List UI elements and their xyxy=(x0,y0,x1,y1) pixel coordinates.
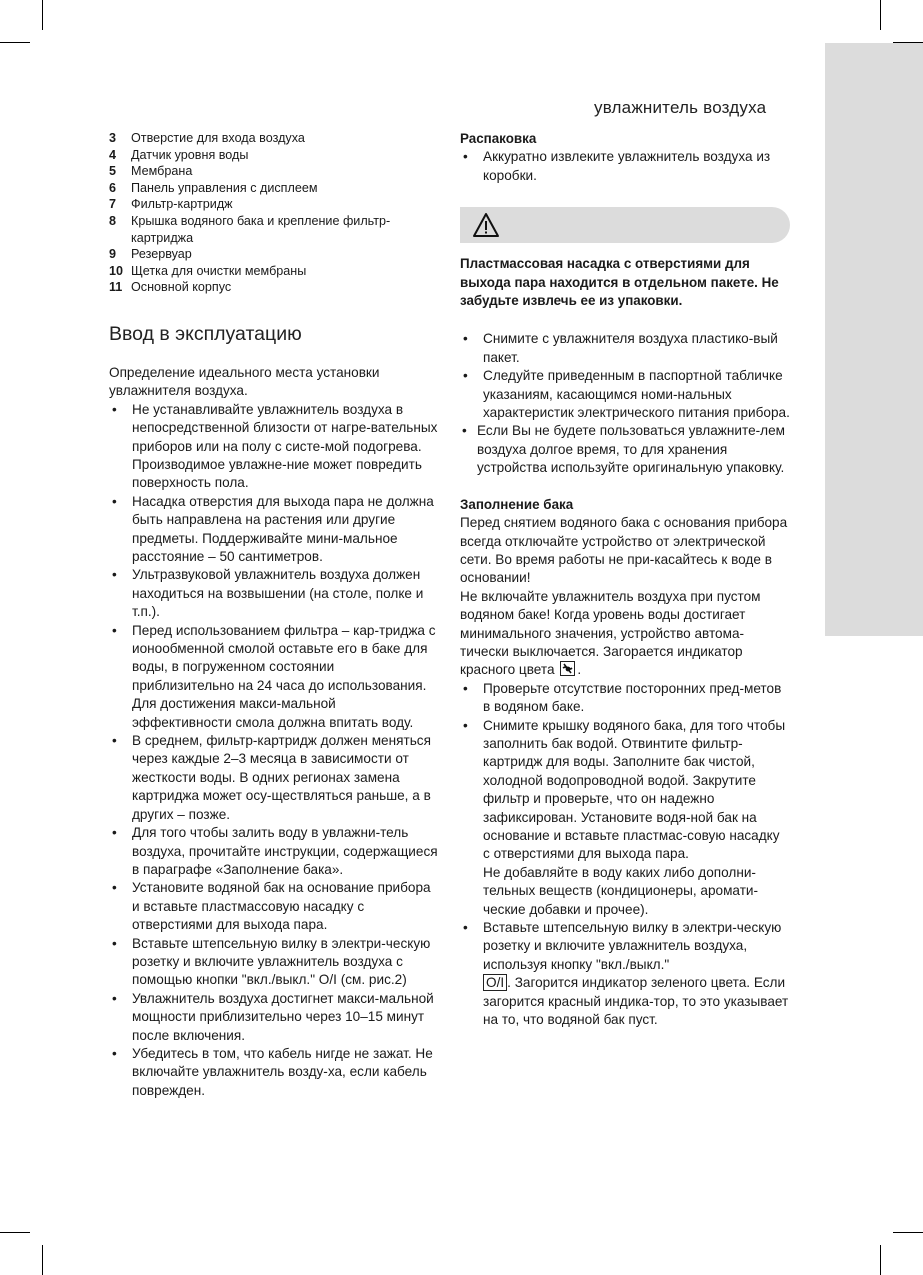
page-header: увлажнитель воздуха xyxy=(594,98,767,117)
list-item: 7 Фильтр-картридж xyxy=(109,197,233,212)
side-tab xyxy=(825,43,923,636)
crop-mark xyxy=(42,0,43,30)
list-item: • Установите водяной бак на основание прибора и вставьте пластмассовую насадку с отверстиями для выхода пара. xyxy=(112,880,431,933)
list-item: • Если Вы не будете пользоваться увлажните-лем воздуха долгое время, то для хранения устройства используйте оригинальную упаковку. xyxy=(462,423,785,476)
list-item: • Вставьте штепсельную вилку в электри-ческую розетку и включите увлажнитель воздуха, используя кнопку "вкл./выкл." O/I . Загорится индикатор зеленого цвета. Если загорится красный индика-тор, то это указывает на то, что водяной бак пуст. xyxy=(463,920,789,1028)
filling-para: Не включайте увлажнитель воздуха при пустом водяном баке! Когда уровень воды достигает минимального значения, устройство автома-тически выключается. Загорается индикатор красного цвета . xyxy=(460,588,761,678)
filling-heading: Заполнение бака xyxy=(460,496,574,512)
setup-intro: Определение идеального места установки увлажнителя воздуха. xyxy=(109,364,380,399)
filling-para: Перед снятием водяного бака с основания прибора всегда отключайте устройство от электрической сети. Во время работы не при-касайтесь к воде в основании! xyxy=(460,515,788,586)
crop-mark xyxy=(880,0,881,30)
crop-mark xyxy=(0,1232,30,1233)
crop-mark xyxy=(880,1245,881,1275)
unpacking-heading: Распаковка xyxy=(460,131,537,146)
list-item: • Следуйте приведенным в паспортной табличке указаниям, касающимся номи-нальных характеристик электрического питания прибора. xyxy=(463,368,790,421)
list-item: • Проверьте отсутствие посторонних пред-метов в водяном баке. xyxy=(463,680,782,715)
parts-list xyxy=(109,130,439,296)
list-item: 3 Отверстие для входа воздуха xyxy=(109,131,305,145)
section-heading: Ввод в эксплуатацию xyxy=(109,322,302,345)
list-item: • Аккуратно извлеките увлажнитель воздуха из коробки. xyxy=(463,149,771,183)
red-indicator-icon xyxy=(560,661,575,676)
list-item: • Не устанавливайте увлажнитель воздуха в непосредственной близости от нагре-вательных приборов или на полу с систе-мой подогрева. Производимое увлажне-ние может повредить поверхность пола. xyxy=(112,401,438,491)
list-item: • Убедитесь в том, что кабель нигде не зажат. Не включайте увлажнитель возду-ха, если кабель поврежден. xyxy=(112,1045,433,1098)
list-item: • Увлажнитель воздуха достигнет макси-мальной мощности приблизительно через 10–15 минут после включения. xyxy=(112,990,434,1043)
list-item: • Насадка отверстия для выхода пара не должна быть направлена на растения или другие предметы. Поддерживайте мини-мальное расстояние – 50 сантиметров. xyxy=(112,493,434,564)
filling-bullets xyxy=(460,680,790,1030)
unpacking-steps xyxy=(460,330,790,477)
crop-mark xyxy=(893,1232,923,1233)
list-item: • Перед использованием фильтра – кар-триджа с ионообменной смолой оставьте его в баке для воды, в погруженном состоянии приблизительно на 24 часа до использования. Для достижения макси-мальной эффективности смола должна впитать воду. xyxy=(112,622,436,730)
list-item: 8 Крышка водяного бака и крепление фильтр-картриджа xyxy=(109,213,391,245)
crop-mark xyxy=(42,1245,43,1275)
left-column xyxy=(109,130,439,1100)
list-item: 5 Мембрана xyxy=(109,164,193,179)
list-item: • Снимите крышку водяного бака, для того чтобы заполнить бак водой. Отвинтите фильтр-картридж для воды. Заполните бак чистой, холодной водопроводной водой. Закрутите фильтр и проверьте, что он надежно зафиксирован. Установите водя-ной бак на основание и вставьте пластмас-совую насадку с отверстиями для выхода пара. Не добавляйте в воду каких либо дополни-тельных веществ (кондиционеры, аромати-ческие добавки и прочее). xyxy=(463,717,786,917)
setup-bullets xyxy=(109,401,439,1100)
list-item: • Вставьте штепсельную вилку в электри-ческую розетку и включите увлажнитель воздуха с помощью кнопки "вкл./выкл." O/I (см. рис.2) xyxy=(112,935,431,988)
right-column xyxy=(460,130,790,1029)
on-off-button-symbol: O/I xyxy=(483,974,507,991)
list-item: • В среднем, фильтр-картридж должен меняться через каждые 2–3 месяца в зависимости от жесткости воды. В одних регионах замена картриджа может осу-ществляться раньше, а в других – позже. xyxy=(112,733,431,822)
list-item: 4 Датчик уровня воды xyxy=(109,147,249,162)
unpacking-bullets xyxy=(460,148,790,185)
warning-text: Пластмассовая насадка с отверстиями для выхода пара находится в отдельном пакете. Не забудьте извлечь ее из упаковки. xyxy=(460,256,779,309)
crop-mark xyxy=(0,42,30,43)
warning-bar xyxy=(460,207,790,243)
list-item: • Снимите с увлажнителя воздуха пластико-вый пакет. xyxy=(463,331,778,365)
list-item: 9 Резервуар xyxy=(109,247,192,262)
list-item: 11 Основной корпус xyxy=(109,280,232,295)
list-item: 6 Панель управления с дисплеем xyxy=(109,180,318,195)
warning-icon xyxy=(472,212,500,238)
list-item: • Для того чтобы залить воду в увлажни-тель воздуха, прочитайте инструкции, содержащиеся в параграфе «Заполнение бака». xyxy=(112,825,438,877)
list-item: 10 Щетка для очистки мембраны xyxy=(109,263,307,278)
list-item: • Ультразвуковой увлажнитель воздуха должен находиться на возвышении (на столе, полке и т.п.). xyxy=(112,567,424,620)
